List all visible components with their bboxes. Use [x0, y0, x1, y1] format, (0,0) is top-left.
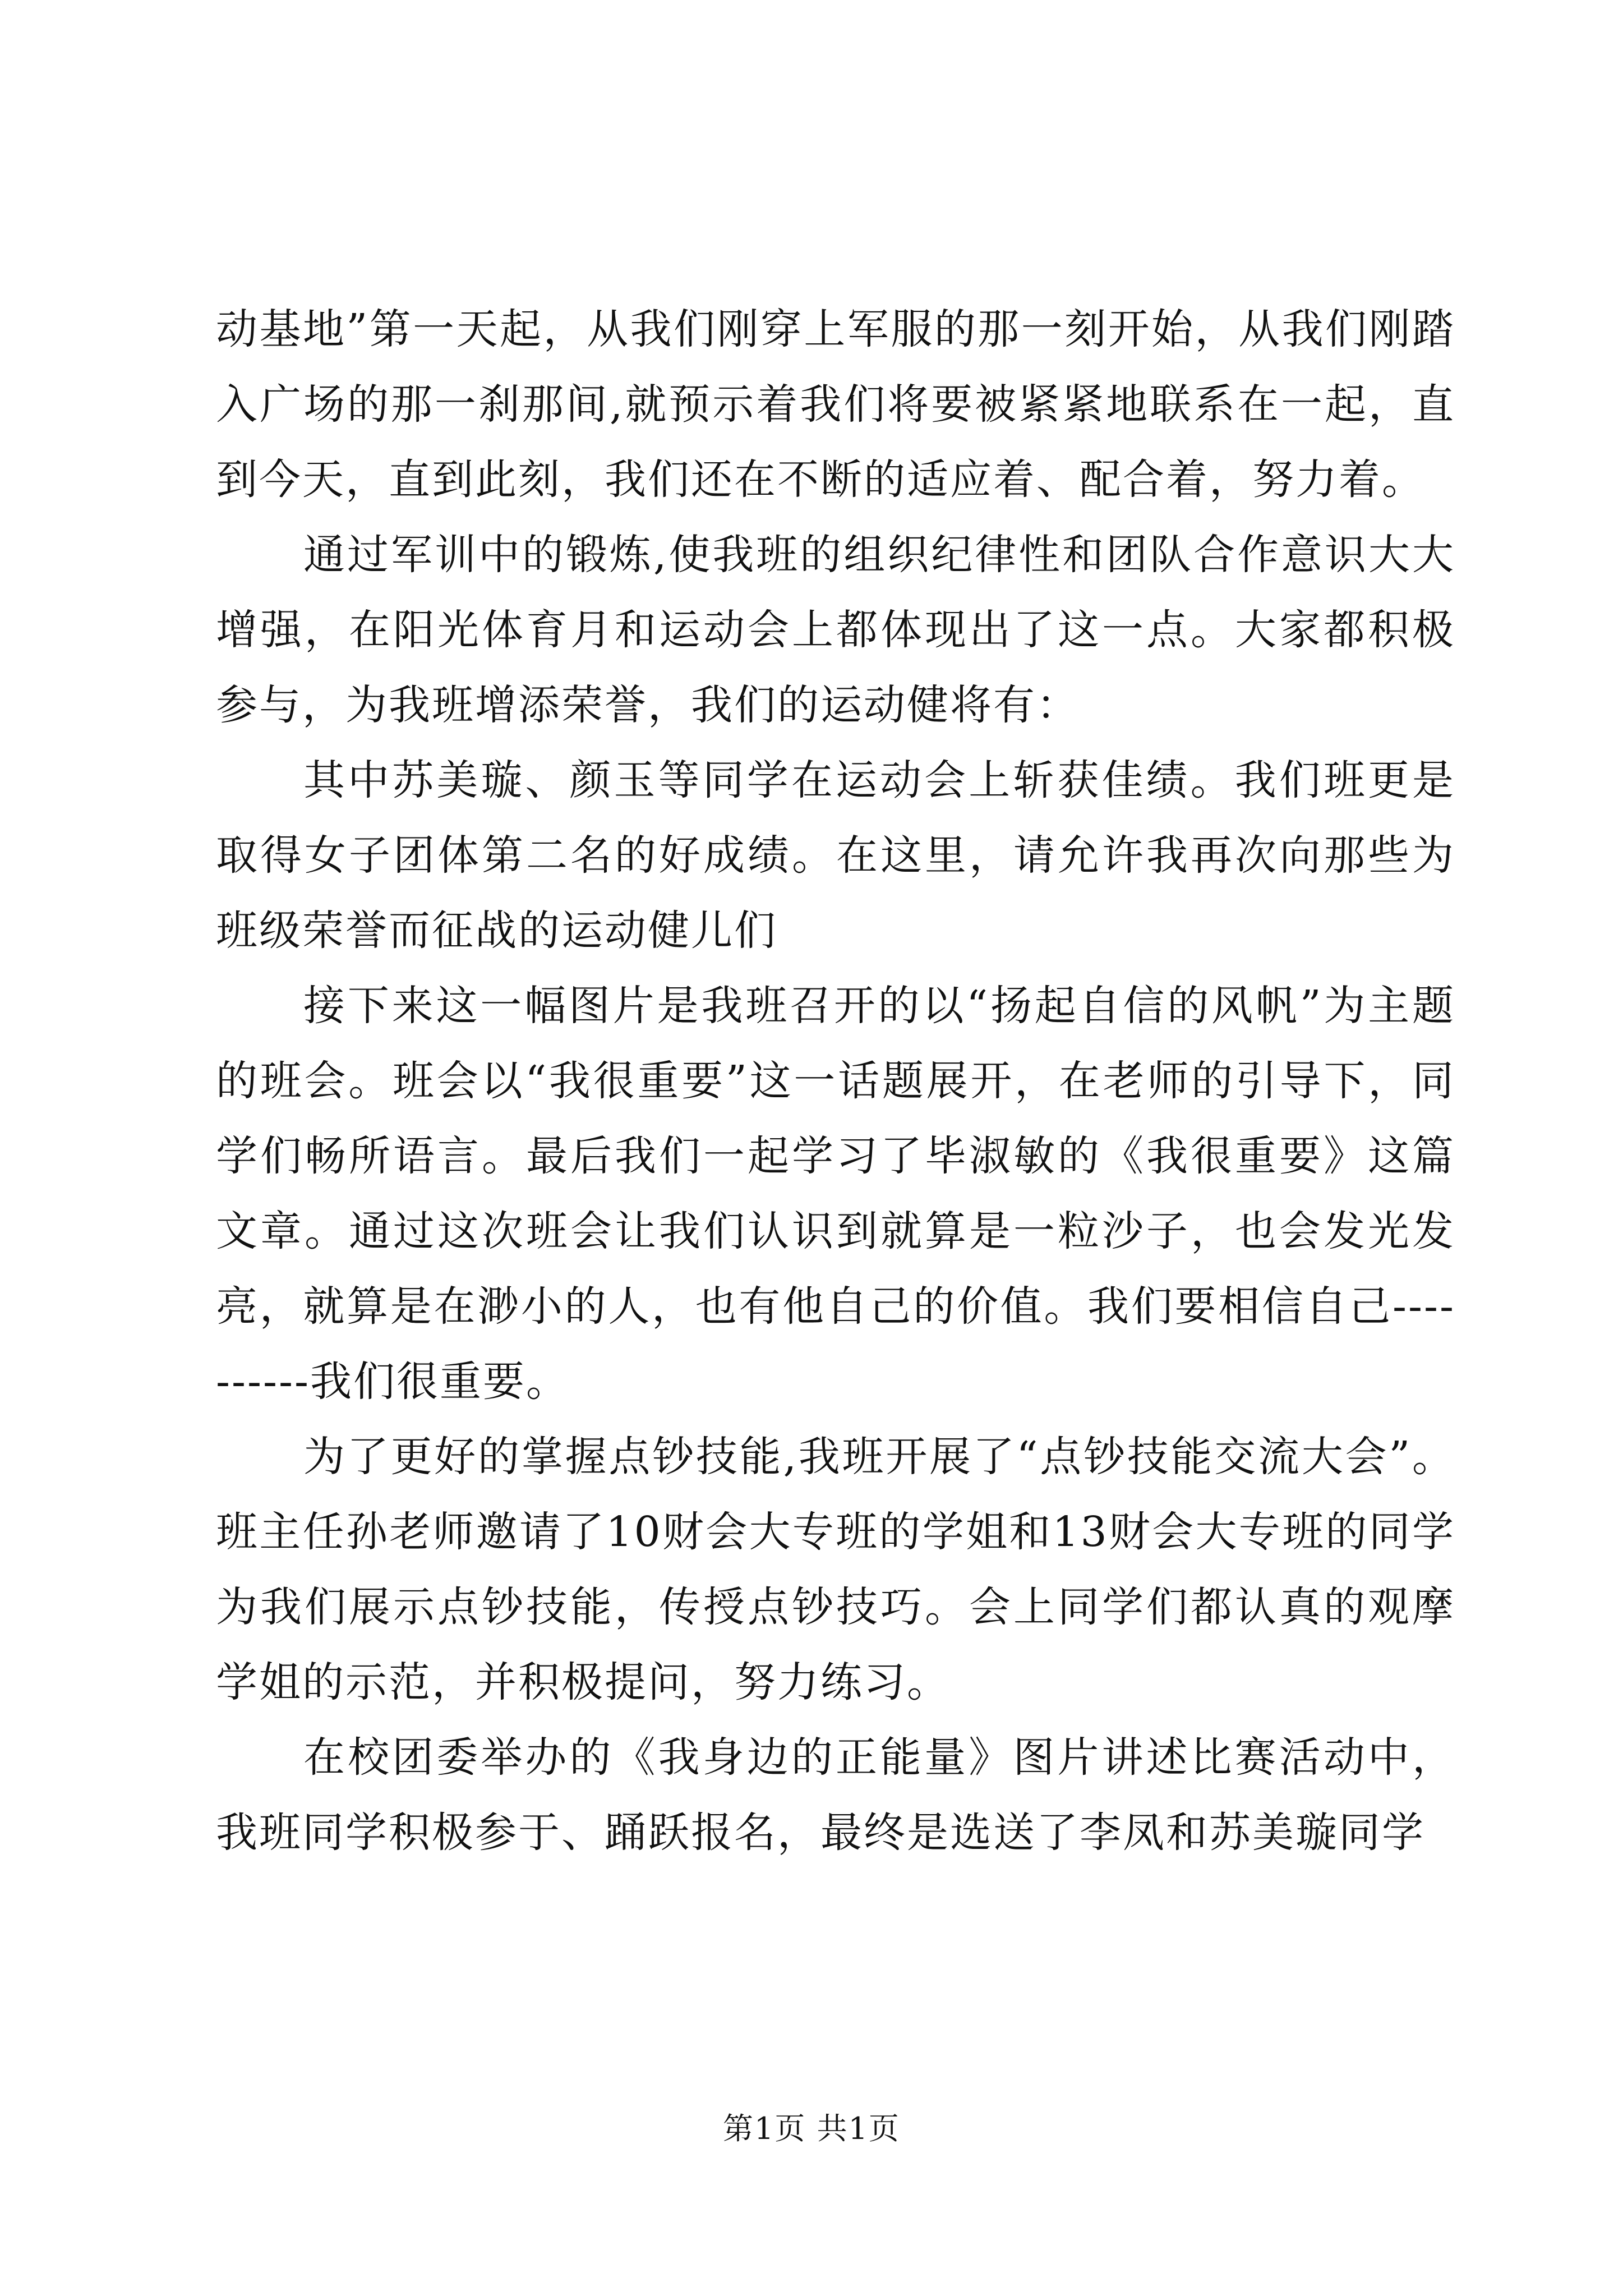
- paragraph-1: 动基地”第一天起，从我们刚穿上军服的那一刻开始，从我们刚踏入广场的那一刹那间,就预示着我们将要被紧紧地联系在一起，直到今天，直到此刻，我们还在不断的适应着、配合着，努力着。: [216, 305, 1455, 504]
- page-footer: 第1页 共1页: [723, 2111, 900, 2146]
- document-body: [216, 292, 1455, 1870]
- paragraph-4: 接下来这一幅图片是我班召开的以“扬起自信的风帆”为主题的班会。班会以“我很重要”这一话题展开，在老师的引导下，同学们畅所语言。最后我们一起学习了毕淑敏的《我很重要》这篇文章。通过这次班会让我们认识到就算是一粒沙子，也会发光发亮，就算是在渺小的人，也有他自己的价值。我们要相信自己----------我们很重要。: [216, 982, 1455, 1406]
- paragraph-5: 为了更好的掌握点钞技能,我班开展了“点钞技能交流大会”。班主任孙老师邀请了10财会大专班的学姐和13财会大专班的同学为我们展示点钞技能，传授点钞技巧。会上同学们都认真的观摩学姐的示范，并积极提问，努力练习。: [216, 1433, 1455, 1706]
- paragraph-6: 在校团委举办的《我身边的正能量》图片讲述比赛活动中，我班同学积极参于、踊跃报名，最终是选送了李凤和苏美璇同学: [216, 1733, 1455, 1857]
- paragraph-2: 通过军训中的锻炼,使我班的组织纪律性和团队合作意识大大增强，在阳光体育月和运动会上都体现出了这一点。大家都积极参与，为我班增添荣誉，我们的运动健将有：: [216, 531, 1455, 729]
- paragraph-3: 其中苏美璇、颜玉等同学在运动会上斩获佳绩。我们班更是取得女子团体第二名的好成绩。在这里，请允许我再次向那些为班级荣誉而征战的运动健儿们: [216, 756, 1455, 955]
